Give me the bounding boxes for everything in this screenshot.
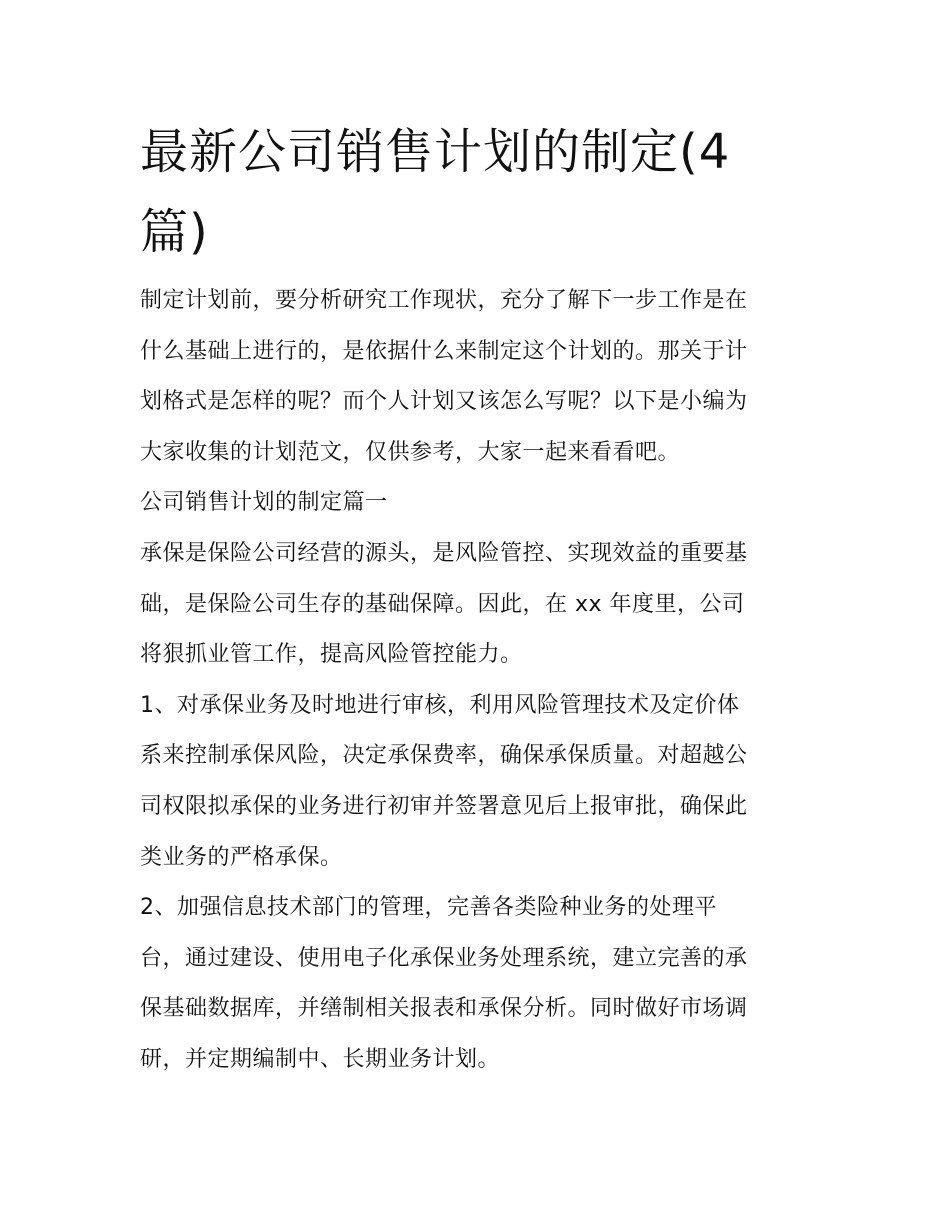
item-1-line-4: 类业务的严格承保。 [140, 844, 343, 870]
title-line-2: 篇) [140, 204, 209, 260]
item-1-line-1: 1、对承保业务及时地进行审核，利用风险管理技术及定价体 [140, 692, 740, 718]
paragraph-line-3: 将狠抓业管工作，提高风险管控能力。 [140, 642, 523, 668]
title-line-1: 最新公司销售计划的制定(4 [140, 124, 731, 180]
intro-line-4: 大家收集的计划范文，仅供参考，大家一起来看看吧。 [140, 439, 681, 465]
item-2-line-2: 台，通过建设、使用电子化承保业务处理系统，建立完善的承 [140, 945, 748, 971]
item-2-line-1: 2、加强信息技术部门的管理，完善各类险种业务的处理平 [140, 895, 717, 921]
document-body [140, 276, 830, 1086]
item-2-line-4: 研，并定期编制中、长期业务计划。 [140, 1046, 501, 1072]
intro-line-2: 什么基础上进行的，是依据什么来制定这个计划的。那关于计 [140, 338, 748, 364]
item-2-line-3: 保基础数据库，并缮制相关报表和承保分析。同时做好市场调 [140, 996, 748, 1022]
intro-line-1: 制定计划前，要分析研究工作现状，充分了解下一步工作是在 [140, 288, 748, 313]
paragraph-line-1: 承保是保险公司经营的源头，是风险管控、实现效益的重要基 [140, 540, 748, 566]
document-title [140, 112, 820, 272]
section-heading: 公司销售计划的制定篇一 [140, 490, 388, 516]
intro-line-3: 划格式是怎样的呢？而个人计划又该怎么写呢？以下是小编为 [140, 389, 748, 415]
item-1-line-2: 系来控制承保风险，决定承保费率，确保承保质量。对超越公 [140, 743, 748, 769]
item-1-line-3: 司权限拟承保的业务进行初审并签署意见后上报审批，确保此 [140, 793, 748, 819]
paragraph-line-2: 础，是保险公司生存的基础保障。因此，在 xx 年度里，公司 [140, 591, 745, 617]
